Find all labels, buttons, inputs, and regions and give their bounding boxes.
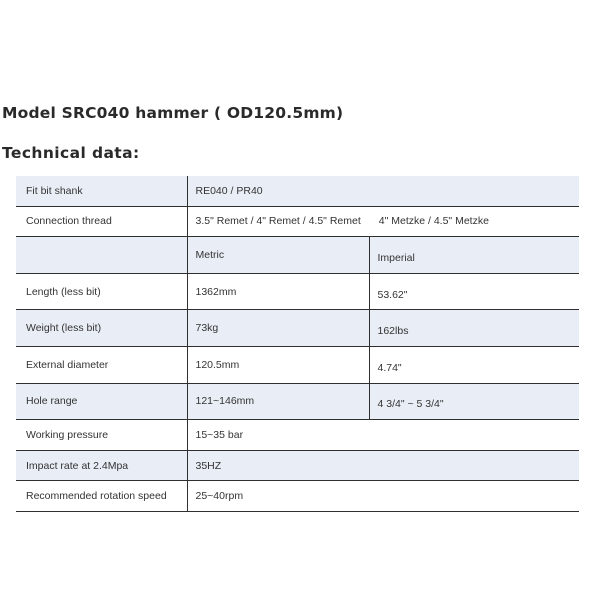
- metzke-thread: 4" Metzke / 4.5" Metzke: [378, 215, 489, 228]
- table-row: [16, 206, 579, 237]
- table-row: [16, 310, 579, 347]
- row-value: 25~40rpm: [187, 481, 579, 512]
- row-label: Hole range: [16, 383, 187, 420]
- metric-value: 1362mm: [187, 273, 369, 310]
- row-label: [16, 237, 187, 274]
- row-label: Fit bit shank: [16, 176, 187, 206]
- row-label: Recommended rotation speed: [16, 481, 187, 512]
- row-label: Length (less bit): [16, 273, 187, 310]
- imperial-value: 4 3/4" ~ 5 3/4": [369, 383, 579, 420]
- row-value: RE040 / PR40: [187, 176, 579, 206]
- imperial-header: Imperial: [369, 237, 579, 274]
- row-value: 35HZ: [187, 450, 579, 481]
- table-row: [16, 237, 579, 274]
- row-label: External diameter: [16, 346, 187, 383]
- imperial-value: 4.74": [369, 346, 579, 383]
- table-row: [16, 450, 579, 481]
- table-row: [16, 481, 579, 512]
- spec-table: [16, 176, 579, 512]
- table-row: [16, 176, 579, 206]
- imperial-value: 162lbs: [369, 310, 579, 347]
- row-label: Connection thread: [16, 206, 187, 237]
- row-label: Impact rate at 2.4Mpa: [16, 450, 187, 481]
- metric-value: 120.5mm: [187, 346, 369, 383]
- metric-value: 73kg: [187, 310, 369, 347]
- table-row: [16, 346, 579, 383]
- imperial-value: 53.62": [369, 273, 579, 310]
- row-value: 15~35 bar: [187, 420, 579, 451]
- metric-header: Metric: [187, 237, 369, 274]
- row-value: [187, 206, 579, 237]
- table-row: [16, 420, 579, 451]
- technical-data-heading: Technical data:: [2, 144, 140, 162]
- table-row: [16, 383, 579, 420]
- metric-value: 121~146mm: [187, 383, 369, 420]
- row-label: Weight (less bit): [16, 310, 187, 347]
- remet-thread: 3.5" Remet / 4" Remet / 4.5" Remet: [195, 215, 361, 228]
- row-label: Working pressure: [16, 420, 187, 451]
- table-row: [16, 273, 579, 310]
- model-title: Model SRC040 hammer ( OD120.5mm): [2, 104, 344, 122]
